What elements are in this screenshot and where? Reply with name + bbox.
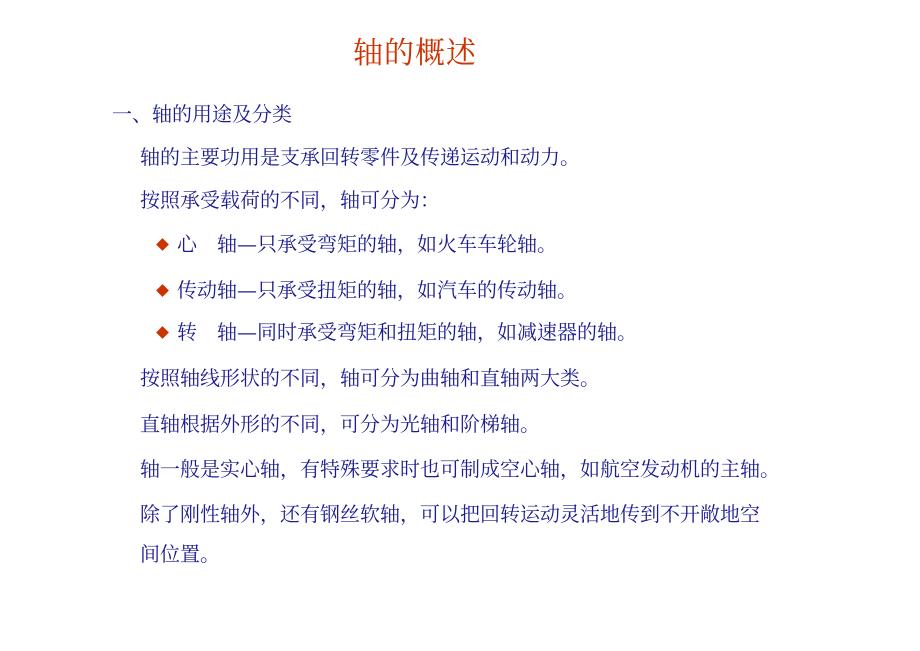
paragraph-flexible-shaft: 除了刚性轴外，还有钢丝软轴，可以把回转运动灵活地传到不开敞地空 [140,502,760,526]
bullet-item-rotating-shaft [158,318,637,346]
slide-title: 轴的概述 [353,36,477,71]
section-heading: 一、轴的用途及分类 [112,102,292,126]
paragraph-axis-shape-classification: 按照轴线形状的不同，轴可分为曲轴和直轴两大类。 [140,366,600,390]
bullet-text: 传动轴—只承受扭矩的轴，如汽车的传动轴。 [177,278,577,302]
bullet-text: 转 轴—同时承受弯矩和扭矩的轴，如减速器的轴。 [177,320,637,344]
bullet-item-mandrel [158,230,557,258]
bullet-item-transmission-shaft [158,276,577,304]
paragraph-solid-hollow-shaft: 轴一般是实心轴，有特殊要求时也可制成空心轴，如航空发动机的主轴。 [140,457,780,481]
paragraph-flexible-shaft-continued: 间位置。 [140,542,220,566]
diamond-bullet-icon [156,284,169,297]
diamond-bullet-icon [156,238,169,251]
paragraph-shaft-function: 轴的主要功用是支承回转零件及传递运动和动力。 [140,145,580,169]
diamond-bullet-icon [156,326,169,339]
paragraph-load-classification: 按照承受载荷的不同，轴可分为： [140,188,440,212]
bullet-text: 心 轴—只承受弯矩的轴，如火车车轮轴。 [177,232,557,256]
paragraph-straight-shaft-types: 直轴根据外形的不同，可分为光轴和阶梯轴。 [140,412,540,436]
